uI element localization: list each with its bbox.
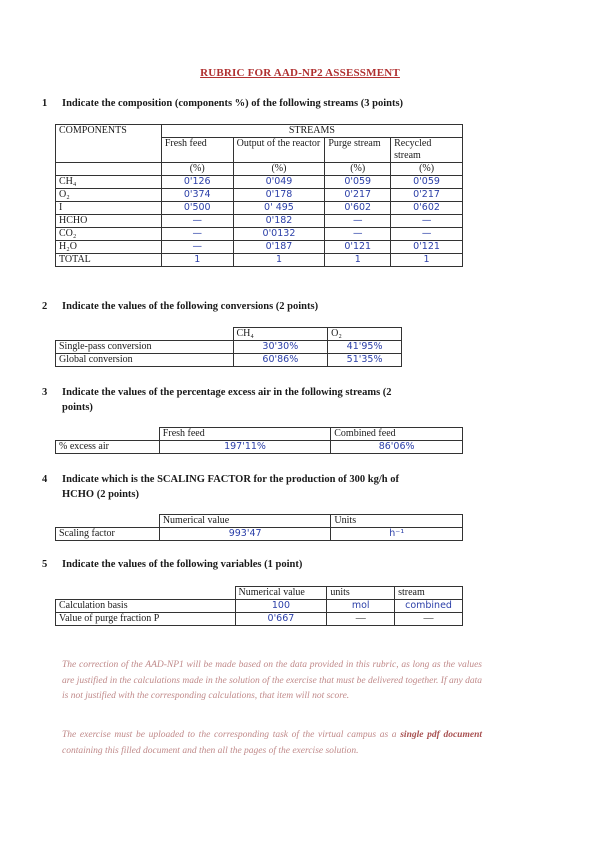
col-combined-feed: Combined feed	[331, 428, 463, 441]
col-purge-stream: Purge stream	[325, 138, 391, 163]
question-number: 4	[42, 474, 48, 485]
question-number: 3	[42, 387, 48, 398]
correction-note: The correction of the AAD-NP1 will be made based on the data provided in this rubric, as long as the values are justified in the calculations made in the solution of the exercise that must be delivered together. If any data is not justified with the corresponding calculations, that item will not score.	[62, 660, 482, 701]
row-label: Single-pass conversion	[56, 341, 234, 354]
table-row	[56, 215, 463, 228]
component-name: HCHO	[56, 215, 162, 228]
table-row	[56, 613, 463, 626]
value-cell: 993'47	[159, 528, 331, 541]
value-cell: 0'187	[233, 241, 325, 254]
col-fresh-feed: Fresh feed	[159, 428, 330, 441]
conversions-table	[55, 327, 402, 367]
unit-label: (%)	[161, 163, 233, 176]
table-row	[56, 254, 463, 267]
question-text: Indicate which is the SCALING FACTOR for the production of 300 kg/h of	[62, 474, 400, 485]
value-cell: 0'374	[161, 189, 233, 202]
value-cell: 0'049	[233, 176, 325, 189]
col-fresh-feed: Fresh feed	[161, 138, 233, 163]
row-label: % excess air	[56, 441, 160, 454]
value-cell: —	[391, 228, 463, 241]
value-cell: 0'059	[325, 176, 391, 189]
question-number: 1	[42, 98, 48, 109]
row-label: Global conversion	[56, 354, 234, 367]
header-spacer	[56, 515, 160, 528]
components-header: COMPONENTS	[56, 125, 162, 163]
value-cell: mol	[327, 600, 395, 613]
value-cell: 0'500	[161, 202, 233, 215]
value-cell: 197'11%	[159, 441, 330, 454]
streams-header: STREAMS	[161, 125, 462, 138]
value-cell: 51'35%	[328, 354, 402, 367]
value-cell: 0'217	[391, 189, 463, 202]
row-label: Scaling factor	[56, 528, 160, 541]
header-spacer	[56, 587, 236, 600]
value-cell: 0'059	[391, 176, 463, 189]
value-cell: 0'602	[391, 202, 463, 215]
table-row	[56, 354, 402, 367]
table-row	[56, 341, 402, 354]
value-cell: 0'178	[233, 189, 325, 202]
composition-table	[55, 124, 463, 267]
unit-spacer	[56, 163, 162, 176]
table-row	[56, 189, 463, 202]
question-text: Indicate the values of the following variables (1 point)	[62, 559, 303, 570]
value-cell: —	[395, 613, 463, 626]
col-stream: stream	[395, 587, 463, 600]
value-cell: 0' 495	[233, 202, 325, 215]
value-cell: 0'182	[233, 215, 325, 228]
upload-note	[62, 728, 482, 759]
value-cell: 1	[233, 254, 325, 267]
unit-label: (%)	[391, 163, 463, 176]
value-cell: 1	[161, 254, 233, 267]
question-3	[42, 385, 562, 415]
value-cell: 0'667	[235, 613, 327, 626]
table-row	[56, 228, 463, 241]
table-row	[56, 600, 463, 613]
value-cell: h⁻¹	[331, 528, 463, 541]
page-title: RUBRIC FOR AAD-NP2 ASSESSMENT	[200, 67, 400, 79]
table-row	[56, 441, 463, 454]
component-name: CO₂	[56, 228, 162, 241]
value-cell: —	[161, 241, 233, 254]
table-row	[56, 241, 463, 254]
value-cell: 60'86%	[233, 354, 328, 367]
component-name: H₂O	[56, 241, 162, 254]
upload-note-text-end: containing this filled document and then all the pages of the exercise solution.	[62, 745, 359, 756]
question-text: Indicate the values of the following conversions (2 points)	[62, 301, 319, 312]
header-spacer	[56, 428, 160, 441]
component-name: TOTAL	[56, 254, 162, 267]
component-name: O₂	[56, 189, 162, 202]
value-cell: 0'121	[391, 241, 463, 254]
table-row	[56, 176, 463, 189]
value-cell: 1	[391, 254, 463, 267]
value-cell: 0'217	[325, 189, 391, 202]
value-cell: —	[161, 215, 233, 228]
question-text-cont: points)	[62, 402, 93, 413]
value-cell: 1	[325, 254, 391, 267]
unit-label: (%)	[233, 163, 325, 176]
value-cell: —	[391, 215, 463, 228]
question-4	[42, 472, 562, 502]
question-text-cont: HCHO (2 points)	[62, 489, 140, 500]
value-cell: 86'06%	[331, 441, 463, 454]
col-units: units	[327, 587, 395, 600]
unit-label: (%)	[325, 163, 391, 176]
col-recycled-stream: Recycled stream	[391, 138, 463, 163]
upload-note-emphasis: single pdf document	[400, 730, 482, 740]
col-units: Units	[331, 515, 463, 528]
variables-table	[55, 586, 463, 626]
value-cell: 100	[235, 600, 327, 613]
header-spacer	[56, 328, 234, 341]
col-reactor-output: Output of the reactor	[233, 138, 325, 163]
value-cell: —	[327, 613, 395, 626]
value-cell: 30'30%	[233, 341, 328, 354]
value-cell: 0'121	[325, 241, 391, 254]
col-ch4: CH₄	[233, 328, 328, 341]
question-number: 2	[42, 301, 48, 312]
value-cell: 0'126	[161, 176, 233, 189]
value-cell: —	[325, 228, 391, 241]
table-row	[56, 528, 463, 541]
question-1	[42, 96, 562, 111]
value-cell: —	[325, 215, 391, 228]
question-text: Indicate the composition (components %) of the following streams (3 points)	[62, 98, 404, 109]
question-text: Indicate the values of the percentage excess air in the following streams (2	[62, 387, 392, 398]
component-name: I	[56, 202, 162, 215]
question-2	[42, 299, 562, 314]
value-cell: 0'602	[325, 202, 391, 215]
question-number: 5	[42, 559, 48, 570]
col-numerical-value: Numerical value	[159, 515, 331, 528]
value-cell: —	[161, 228, 233, 241]
scaling-factor-table	[55, 514, 463, 541]
value-cell: 41'95%	[328, 341, 402, 354]
col-o2: O₂	[328, 328, 402, 341]
col-numerical-value: Numerical value	[235, 587, 327, 600]
row-label: Calculation basis	[56, 600, 236, 613]
value-cell: combined	[395, 600, 463, 613]
component-name: CH₄	[56, 176, 162, 189]
question-5	[42, 557, 562, 572]
table-row	[56, 202, 463, 215]
upload-note-text: The exercise must be uploaded to the corresponding task of the virtual campus as a	[62, 730, 397, 740]
row-label: Value of purge fraction P	[56, 613, 236, 626]
value-cell: 0'0132	[233, 228, 325, 241]
excess-air-table	[55, 427, 463, 454]
